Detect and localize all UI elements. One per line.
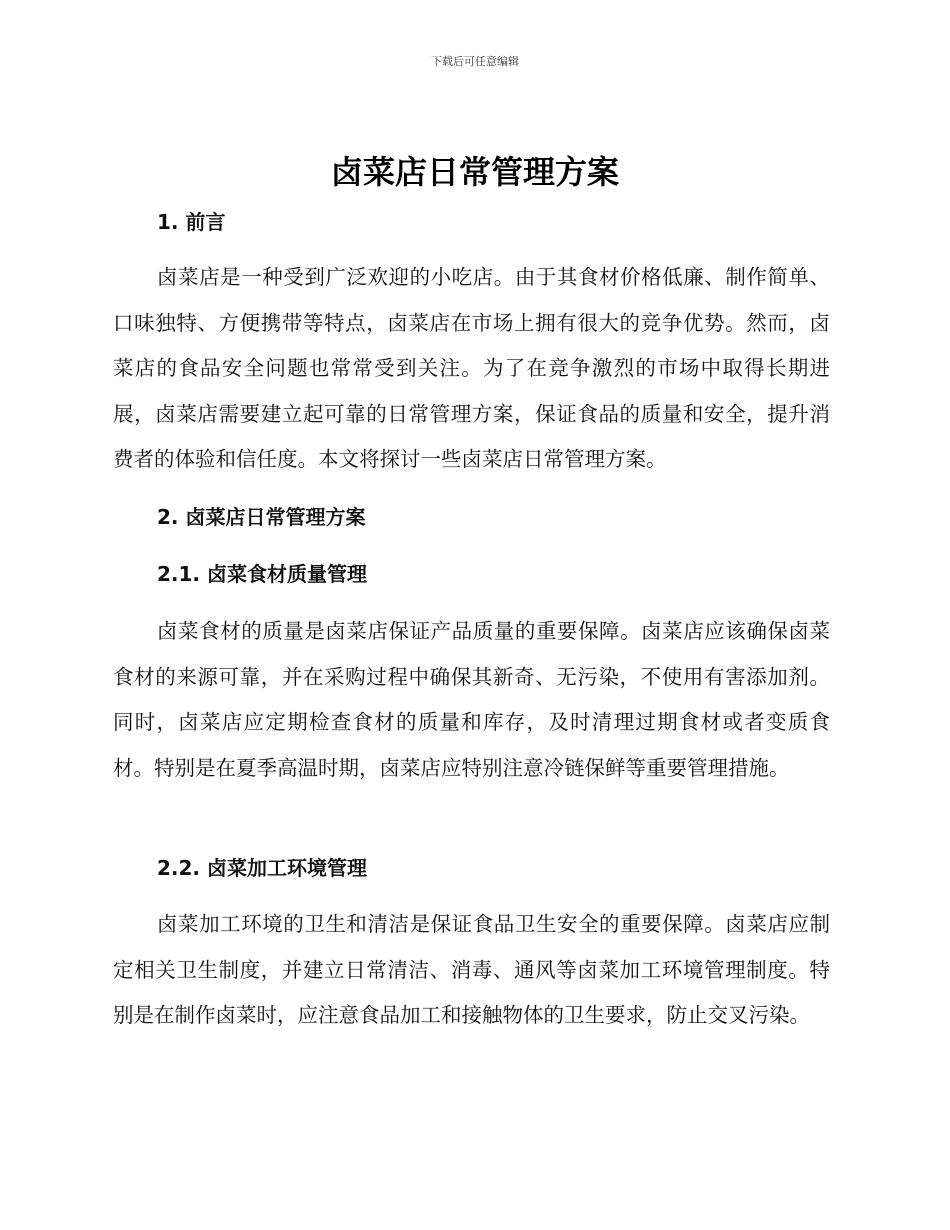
document-title: 卤菜店日常管理方案 [330, 153, 619, 191]
section-heading-ingredient-quality: 2.1. 卤菜食材质量管理 [157, 562, 367, 586]
section-heading-management-plan: 2. 卤菜店日常管理方案 [157, 505, 366, 529]
section-paragraph-processing-environment: 卤菜加工环境的卫生和清洁是保证食品卫生安全的重要保障。卤菜店应制定相关卫生制度，并建立日常清洁、消毒、通风等卤菜加工环境管理制度。特别是在制作卤菜时，应注意食品加工和接触物体的卫生要求，防止交叉污染。 [113, 912, 830, 1028]
section-heading-processing-environment: 2.2. 卤菜加工环境管理 [157, 856, 367, 880]
section-heading-preface: 1. 前言 [157, 210, 226, 234]
page-header-note: 下载后可任意编辑 [431, 55, 519, 68]
section-paragraph-ingredient-quality: 卤菜食材的质量是卤菜店保证产品质量的重要保障。卤菜店应该确保卤菜食材的来源可靠，并在采购过程中确保其新奇、无污染，不使用有害添加剂。同时，卤菜店应定期检查食材的质量和库存，及时清理过期食材或者变质食材。特别是在夏季高温时期，卤菜店应特别注意冷链保鲜等重要管理措施。 [113, 619, 830, 780]
section-paragraph-preface: 卤菜店是一种受到广泛欢迎的小吃店。由于其食材价格低廉、制作简单、口味独特、方便携带等特点，卤菜店在市场上拥有很大的竞争优势。然而，卤菜店的食品安全问题也常常受到关注。为了在竞争激烈的市场中取得长期进展，卤菜店需要建立起可靠的日常管理方案，保证食品的质量和安全，提升消费者的体验和信任度。本文将探讨一些卤菜店日常管理方案。 [113, 265, 830, 472]
